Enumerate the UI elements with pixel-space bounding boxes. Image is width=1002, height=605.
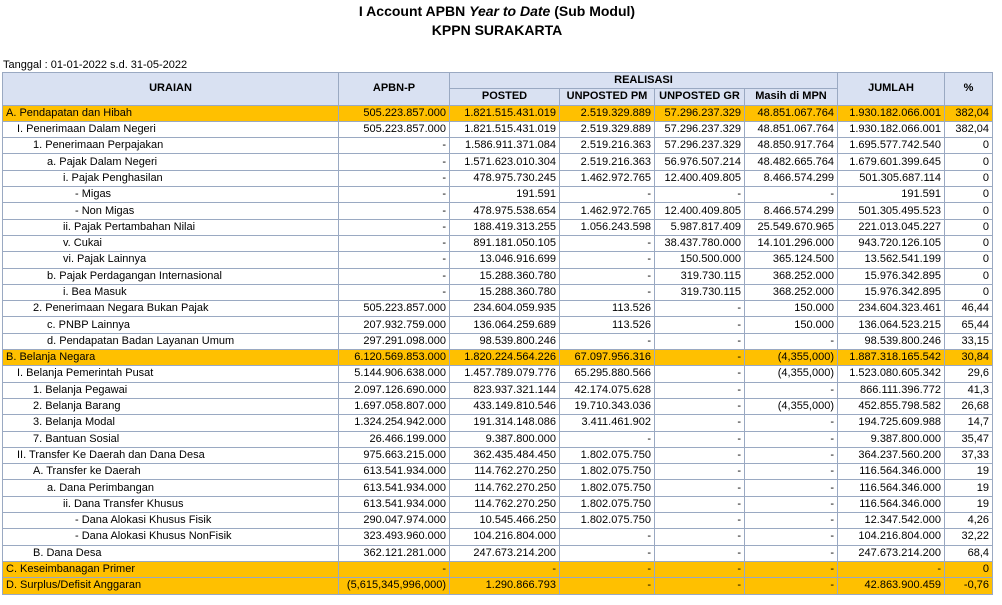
table-row bbox=[3, 317, 993, 333]
cell-uraian: ii. Dana Transfer Khusus bbox=[3, 496, 339, 512]
cell-persen: 32,22 bbox=[945, 529, 993, 545]
cell-uraian: vi. Pajak Lainnya bbox=[3, 252, 339, 268]
cell-masih-mpn: 150.000 bbox=[745, 301, 838, 317]
cell-persen: 0 bbox=[945, 268, 993, 284]
cell-apbnp: 613.541.934.000 bbox=[339, 480, 450, 496]
cell-masih-mpn: 365.124.500 bbox=[745, 252, 838, 268]
cell-unposted-gr: - bbox=[655, 545, 745, 561]
table-row bbox=[3, 447, 993, 463]
cell-apbnp: - bbox=[339, 252, 450, 268]
table-row bbox=[3, 382, 993, 398]
cell-masih-mpn: - bbox=[745, 513, 838, 529]
cell-persen: 0 bbox=[945, 219, 993, 235]
cell-unposted-gr: - bbox=[655, 529, 745, 545]
cell-posted: 136.064.259.689 bbox=[450, 317, 560, 333]
cell-jumlah: 866.111.396.772 bbox=[838, 382, 945, 398]
table-row bbox=[3, 138, 993, 154]
report-subtitle: KPPN SURAKARTA bbox=[431, 22, 563, 38]
cell-unposted-pm: 67.097.956.316 bbox=[560, 350, 655, 366]
cell-unposted-pm: 1.056.243.598 bbox=[560, 219, 655, 235]
cell-persen: 41,3 bbox=[945, 382, 993, 398]
cell-uraian: 1. Belanja Pegawai bbox=[3, 382, 339, 398]
cell-unposted-pm: 1.802.075.750 bbox=[560, 480, 655, 496]
cell-jumlah: 247.673.214.200 bbox=[838, 545, 945, 561]
cell-masih-mpn: - bbox=[745, 561, 838, 577]
cell-jumlah: 116.564.346.000 bbox=[838, 464, 945, 480]
title-prefix: I Account APBN bbox=[358, 3, 470, 19]
date-range-label: Tanggal : 01-01-2022 s.d. 31-05-2022 bbox=[3, 59, 188, 71]
table-row bbox=[3, 350, 993, 366]
cell-masih-mpn: 8.466.574.299 bbox=[745, 203, 838, 219]
cell-unposted-pm: - bbox=[560, 561, 655, 577]
table-row bbox=[3, 154, 993, 170]
cell-masih-mpn: - bbox=[745, 578, 838, 594]
table-body bbox=[3, 105, 993, 594]
cell-jumlah: 1.695.577.742.540 bbox=[838, 138, 945, 154]
cell-masih-mpn: - bbox=[745, 382, 838, 398]
cell-unposted-gr: 150.500.000 bbox=[655, 252, 745, 268]
cell-unposted-pm: 1.802.075.750 bbox=[560, 447, 655, 463]
cell-unposted-pm: - bbox=[560, 545, 655, 561]
cell-unposted-pm: 2.519.216.363 bbox=[560, 154, 655, 170]
table-row bbox=[3, 187, 993, 203]
cell-persen: -0,76 bbox=[945, 578, 993, 594]
cell-jumlah: 943.720.126.105 bbox=[838, 235, 945, 251]
cell-unposted-gr: - bbox=[655, 382, 745, 398]
cell-uraian: v. Cukai bbox=[3, 235, 339, 251]
col-header-realisasi: REALISASI bbox=[450, 73, 838, 89]
cell-apbnp: 26.466.199.000 bbox=[339, 431, 450, 447]
cell-masih-mpn: 150.000 bbox=[745, 317, 838, 333]
col-header-masih-mpn: Masih di MPN bbox=[745, 89, 838, 105]
cell-apbnp: - bbox=[339, 154, 450, 170]
cell-apbnp: 323.493.960.000 bbox=[339, 529, 450, 545]
cell-persen: 0 bbox=[945, 252, 993, 268]
cell-unposted-gr: - bbox=[655, 366, 745, 382]
cell-jumlah: 9.387.800.000 bbox=[838, 431, 945, 447]
cell-unposted-gr: - bbox=[655, 431, 745, 447]
cell-apbnp: - bbox=[339, 187, 450, 203]
cell-posted: 191.314.148.086 bbox=[450, 415, 560, 431]
cell-unposted-gr: - bbox=[655, 447, 745, 463]
report-title bbox=[0, 2, 994, 20]
cell-jumlah: 136.064.523.215 bbox=[838, 317, 945, 333]
cell-apbnp: - bbox=[339, 219, 450, 235]
cell-jumlah: 234.604.323.461 bbox=[838, 301, 945, 317]
col-header-uraian: URAIAN bbox=[3, 73, 339, 106]
cell-apbnp: 362.121.281.000 bbox=[339, 545, 450, 561]
cell-uraian: ii. Pajak Pertambahan Nilai bbox=[3, 219, 339, 235]
cell-persen: 382,04 bbox=[945, 105, 993, 121]
cell-masih-mpn: 368.252.000 bbox=[745, 284, 838, 300]
cell-uraian: i. Pajak Penghasilan bbox=[3, 170, 339, 186]
cell-persen: 0 bbox=[945, 154, 993, 170]
cell-persen: 382,04 bbox=[945, 121, 993, 137]
cell-jumlah: 98.539.800.246 bbox=[838, 333, 945, 349]
cell-unposted-gr: 57.296.237.329 bbox=[655, 121, 745, 137]
table-row bbox=[3, 578, 993, 594]
cell-uraian: a. Pajak Dalam Negeri bbox=[3, 154, 339, 170]
cell-unposted-pm: 3.411.461.902 bbox=[560, 415, 655, 431]
cell-posted: 433.149.810.546 bbox=[450, 398, 560, 414]
cell-unposted-gr: 319.730.115 bbox=[655, 268, 745, 284]
table-row bbox=[3, 235, 993, 251]
cell-jumlah: 194.725.609.988 bbox=[838, 415, 945, 431]
cell-uraian: 1. Penerimaan Perpajakan bbox=[3, 138, 339, 154]
cell-unposted-pm: - bbox=[560, 431, 655, 447]
cell-persen: 0 bbox=[945, 170, 993, 186]
cell-posted: 1.571.623.010.304 bbox=[450, 154, 560, 170]
cell-unposted-gr: 57.296.237.329 bbox=[655, 138, 745, 154]
cell-persen: 0 bbox=[945, 138, 993, 154]
cell-persen: 29,6 bbox=[945, 366, 993, 382]
col-header-persen: % bbox=[945, 73, 993, 106]
cell-unposted-pm: 42.174.075.628 bbox=[560, 382, 655, 398]
cell-unposted-gr: - bbox=[655, 187, 745, 203]
cell-uraian: a. Dana Perimbangan bbox=[3, 480, 339, 496]
cell-posted: 13.046.916.699 bbox=[450, 252, 560, 268]
table-row bbox=[3, 219, 993, 235]
cell-persen: 46,44 bbox=[945, 301, 993, 317]
table-row bbox=[3, 333, 993, 349]
cell-jumlah: 364.237.560.200 bbox=[838, 447, 945, 463]
cell-posted: 1.821.515.431.019 bbox=[450, 105, 560, 121]
cell-jumlah: 452.855.798.582 bbox=[838, 398, 945, 414]
cell-unposted-gr: 5.987.817.409 bbox=[655, 219, 745, 235]
cell-posted: 362.435.484.450 bbox=[450, 447, 560, 463]
cell-uraian: I. Penerimaan Dalam Negeri bbox=[3, 121, 339, 137]
cell-apbnp: 297.291.098.000 bbox=[339, 333, 450, 349]
cell-posted: 1.290.866.793 bbox=[450, 578, 560, 594]
cell-persen: 37,33 bbox=[945, 447, 993, 463]
cell-uraian: II. Transfer Ke Daerah dan Dana Desa bbox=[3, 447, 339, 463]
cell-posted: 188.419.313.255 bbox=[450, 219, 560, 235]
cell-jumlah: 116.564.346.000 bbox=[838, 480, 945, 496]
title-suffix: (Sub Modul) bbox=[550, 3, 636, 19]
cell-masih-mpn: - bbox=[745, 464, 838, 480]
cell-posted: 1.586.911.371.084 bbox=[450, 138, 560, 154]
cell-persen: 19 bbox=[945, 464, 993, 480]
cell-jumlah: 12.347.542.000 bbox=[838, 513, 945, 529]
cell-unposted-pm: - bbox=[560, 252, 655, 268]
cell-masih-mpn: - bbox=[745, 480, 838, 496]
cell-unposted-pm: 1.462.972.765 bbox=[560, 170, 655, 186]
table-row bbox=[3, 301, 993, 317]
cell-apbnp: 207.932.759.000 bbox=[339, 317, 450, 333]
cell-unposted-gr: 12.400.409.805 bbox=[655, 170, 745, 186]
cell-posted: 9.387.800.000 bbox=[450, 431, 560, 447]
table-row bbox=[3, 480, 993, 496]
cell-posted: 1.821.515.431.019 bbox=[450, 121, 560, 137]
cell-masih-mpn: - bbox=[745, 529, 838, 545]
table-row bbox=[3, 529, 993, 545]
cell-apbnp: 1.324.254.942.000 bbox=[339, 415, 450, 431]
col-header-jumlah: JUMLAH bbox=[838, 73, 945, 106]
cell-unposted-pm: - bbox=[560, 268, 655, 284]
cell-uraian: - Dana Alokasi Khusus Fisik bbox=[3, 513, 339, 529]
cell-uraian: d. Pendapatan Badan Layanan Umum bbox=[3, 333, 339, 349]
cell-unposted-pm: - bbox=[560, 187, 655, 203]
cell-masih-mpn: 14.101.296.000 bbox=[745, 235, 838, 251]
title-italic: Year to Date bbox=[469, 3, 551, 19]
cell-uraian: A. Transfer ke Daerah bbox=[3, 464, 339, 480]
cell-persen: 26,68 bbox=[945, 398, 993, 414]
cell-unposted-gr: 56.976.507.214 bbox=[655, 154, 745, 170]
cell-unposted-gr: 57.296.237.329 bbox=[655, 105, 745, 121]
cell-posted: 15.288.360.780 bbox=[450, 284, 560, 300]
cell-jumlah: 42.863.900.459 bbox=[838, 578, 945, 594]
cell-unposted-gr: - bbox=[655, 317, 745, 333]
table-row bbox=[3, 252, 993, 268]
table-row bbox=[3, 268, 993, 284]
cell-uraian: i. Bea Masuk bbox=[3, 284, 339, 300]
cell-apbnp: - bbox=[339, 170, 450, 186]
cell-posted: 15.288.360.780 bbox=[450, 268, 560, 284]
cell-unposted-gr: 38.437.780.000 bbox=[655, 235, 745, 251]
cell-masih-mpn: - bbox=[745, 415, 838, 431]
cell-apbnp: 613.541.934.000 bbox=[339, 496, 450, 512]
cell-persen: 4,26 bbox=[945, 513, 993, 529]
cell-unposted-gr: - bbox=[655, 464, 745, 480]
cell-uraian: - Migas bbox=[3, 187, 339, 203]
cell-unposted-gr: - bbox=[655, 496, 745, 512]
cell-unposted-pm: 1.802.075.750 bbox=[560, 464, 655, 480]
cell-unposted-gr: - bbox=[655, 578, 745, 594]
cell-apbnp: 505.223.857.000 bbox=[339, 121, 450, 137]
cell-persen: 14,7 bbox=[945, 415, 993, 431]
cell-masih-mpn: - bbox=[745, 447, 838, 463]
cell-unposted-pm: - bbox=[560, 529, 655, 545]
cell-masih-mpn: 48.851.067.764 bbox=[745, 105, 838, 121]
cell-uraian: 2. Penerimaan Negara Bukan Pajak bbox=[3, 301, 339, 317]
cell-masih-mpn: (4,355,000) bbox=[745, 398, 838, 414]
cell-posted: 98.539.800.246 bbox=[450, 333, 560, 349]
cell-uraian: I. Belanja Pemerintah Pusat bbox=[3, 366, 339, 382]
cell-jumlah: 15.976.342.895 bbox=[838, 284, 945, 300]
cell-unposted-gr: 12.400.409.805 bbox=[655, 203, 745, 219]
cell-unposted-gr: - bbox=[655, 513, 745, 529]
table-row bbox=[3, 431, 993, 447]
cell-posted: 478.975.538.654 bbox=[450, 203, 560, 219]
cell-jumlah: 15.976.342.895 bbox=[838, 268, 945, 284]
cell-masih-mpn: 368.252.000 bbox=[745, 268, 838, 284]
table-row bbox=[3, 415, 993, 431]
cell-masih-mpn: - bbox=[745, 187, 838, 203]
cell-uraian: 2. Belanja Barang bbox=[3, 398, 339, 414]
cell-persen: 0 bbox=[945, 284, 993, 300]
cell-unposted-gr: 319.730.115 bbox=[655, 284, 745, 300]
col-header-posted: POSTED bbox=[450, 89, 560, 105]
cell-masih-mpn: - bbox=[745, 496, 838, 512]
cell-posted: 104.216.804.000 bbox=[450, 529, 560, 545]
cell-apbnp: 613.541.934.000 bbox=[339, 464, 450, 480]
apbn-table bbox=[2, 72, 993, 595]
cell-masih-mpn: (4,355,000) bbox=[745, 350, 838, 366]
cell-unposted-pm: 19.710.343.036 bbox=[560, 398, 655, 414]
table-row bbox=[3, 561, 993, 577]
cell-uraian: b. Pajak Perdagangan Internasional bbox=[3, 268, 339, 284]
cell-posted: 891.181.050.105 bbox=[450, 235, 560, 251]
cell-masih-mpn: 48.851.067.764 bbox=[745, 121, 838, 137]
cell-posted: 478.975.730.245 bbox=[450, 170, 560, 186]
cell-uraian: D. Surplus/Defisit Anggaran bbox=[3, 578, 339, 594]
cell-uraian: B. Dana Desa bbox=[3, 545, 339, 561]
cell-apbnp: 290.047.974.000 bbox=[339, 513, 450, 529]
cell-unposted-pm: 113.526 bbox=[560, 301, 655, 317]
cell-jumlah: 13.562.541.199 bbox=[838, 252, 945, 268]
table-row bbox=[3, 464, 993, 480]
cell-jumlah: 1.679.601.399.645 bbox=[838, 154, 945, 170]
col-header-unposted-pm: UNPOSTED PM bbox=[560, 89, 655, 105]
cell-uraian: A. Pendapatan dan Hibah bbox=[3, 105, 339, 121]
cell-posted: 10.545.466.250 bbox=[450, 513, 560, 529]
table-row bbox=[3, 121, 993, 137]
cell-jumlah: 221.013.045.227 bbox=[838, 219, 945, 235]
cell-unposted-pm: - bbox=[560, 333, 655, 349]
cell-apbnp: - bbox=[339, 268, 450, 284]
table-row bbox=[3, 496, 993, 512]
cell-posted: 823.937.321.144 bbox=[450, 382, 560, 398]
cell-unposted-gr: - bbox=[655, 561, 745, 577]
table-row bbox=[3, 513, 993, 529]
cell-masih-mpn: 8.466.574.299 bbox=[745, 170, 838, 186]
cell-apbnp: 975.663.215.000 bbox=[339, 447, 450, 463]
cell-apbnp: 6.120.569.853.000 bbox=[339, 350, 450, 366]
cell-jumlah: 191.591 bbox=[838, 187, 945, 203]
cell-persen: 33,15 bbox=[945, 333, 993, 349]
table-row bbox=[3, 366, 993, 382]
cell-apbnp: - bbox=[339, 561, 450, 577]
cell-unposted-pm: 2.519.216.363 bbox=[560, 138, 655, 154]
cell-apbnp: 5.144.906.638.000 bbox=[339, 366, 450, 382]
cell-jumlah: 501.305.495.523 bbox=[838, 203, 945, 219]
cell-unposted-pm: 65.295.880.566 bbox=[560, 366, 655, 382]
cell-persen: 0 bbox=[945, 561, 993, 577]
cell-uraian: 3. Belanja Modal bbox=[3, 415, 339, 431]
cell-uraian: c. PNBP Lainnya bbox=[3, 317, 339, 333]
cell-uraian: - Dana Alokasi Khusus NonFisik bbox=[3, 529, 339, 545]
col-header-apbnp: APBN-P bbox=[339, 73, 450, 106]
cell-persen: 65,44 bbox=[945, 317, 993, 333]
cell-masih-mpn: 48.482.665.764 bbox=[745, 154, 838, 170]
cell-apbnp: - bbox=[339, 203, 450, 219]
table-row bbox=[3, 105, 993, 121]
cell-masih-mpn: 25.549.670.965 bbox=[745, 219, 838, 235]
cell-unposted-pm: - bbox=[560, 578, 655, 594]
cell-posted: 114.762.270.250 bbox=[450, 464, 560, 480]
cell-posted: 191.591 bbox=[450, 187, 560, 203]
cell-posted: 1.457.789.079.776 bbox=[450, 366, 560, 382]
cell-unposted-gr: - bbox=[655, 333, 745, 349]
cell-persen: 19 bbox=[945, 496, 993, 512]
cell-uraian: - Non Migas bbox=[3, 203, 339, 219]
cell-masih-mpn: (4,355,000) bbox=[745, 366, 838, 382]
table-row bbox=[3, 398, 993, 414]
cell-persen: 19 bbox=[945, 480, 993, 496]
cell-masih-mpn: - bbox=[745, 545, 838, 561]
cell-apbnp: - bbox=[339, 235, 450, 251]
cell-jumlah: 104.216.804.000 bbox=[838, 529, 945, 545]
cell-masih-mpn: 48.850.917.764 bbox=[745, 138, 838, 154]
cell-apbnp: 505.223.857.000 bbox=[339, 301, 450, 317]
cell-unposted-pm: 1.802.075.750 bbox=[560, 496, 655, 512]
cell-masih-mpn: - bbox=[745, 431, 838, 447]
cell-jumlah: 1.930.182.066.001 bbox=[838, 121, 945, 137]
cell-jumlah: 116.564.346.000 bbox=[838, 496, 945, 512]
cell-jumlah: 501.305.687.114 bbox=[838, 170, 945, 186]
cell-unposted-gr: - bbox=[655, 480, 745, 496]
cell-persen: 0 bbox=[945, 187, 993, 203]
cell-apbnp: 505.223.857.000 bbox=[339, 105, 450, 121]
table-row bbox=[3, 170, 993, 186]
cell-uraian: C. Keseimbanagan Primer bbox=[3, 561, 339, 577]
cell-apbnp: - bbox=[339, 138, 450, 154]
cell-unposted-gr: - bbox=[655, 301, 745, 317]
cell-unposted-pm: 2.519.329.889 bbox=[560, 121, 655, 137]
cell-persen: 0 bbox=[945, 235, 993, 251]
cell-posted: 247.673.214.200 bbox=[450, 545, 560, 561]
table-row bbox=[3, 284, 993, 300]
cell-posted: 114.762.270.250 bbox=[450, 496, 560, 512]
cell-jumlah: 1.523.080.605.342 bbox=[838, 366, 945, 382]
cell-uraian: B. Belanja Negara bbox=[3, 350, 339, 366]
cell-apbnp: 1.697.058.807.000 bbox=[339, 398, 450, 414]
cell-apbnp: - bbox=[339, 284, 450, 300]
col-header-unposted-gr: UNPOSTED GR bbox=[655, 89, 745, 105]
cell-masih-mpn: - bbox=[745, 333, 838, 349]
cell-apbnp: 2.097.126.690.000 bbox=[339, 382, 450, 398]
cell-jumlah: 1.930.182.066.001 bbox=[838, 105, 945, 121]
cell-jumlah: - bbox=[838, 561, 945, 577]
table-row bbox=[3, 545, 993, 561]
cell-posted: 234.604.059.935 bbox=[450, 301, 560, 317]
cell-unposted-pm: 1.462.972.765 bbox=[560, 203, 655, 219]
table-row bbox=[3, 203, 993, 219]
cell-jumlah: 1.887.318.165.542 bbox=[838, 350, 945, 366]
cell-unposted-gr: - bbox=[655, 398, 745, 414]
cell-apbnp: (5,615,345,996,000) bbox=[339, 578, 450, 594]
cell-posted: 1.820.224.564.226 bbox=[450, 350, 560, 366]
cell-persen: 0 bbox=[945, 203, 993, 219]
cell-unposted-gr: - bbox=[655, 415, 745, 431]
cell-posted: 114.762.270.250 bbox=[450, 480, 560, 496]
cell-unposted-pm: 113.526 bbox=[560, 317, 655, 333]
cell-posted: - bbox=[450, 561, 560, 577]
cell-persen: 35,47 bbox=[945, 431, 993, 447]
cell-unposted-pm: - bbox=[560, 284, 655, 300]
cell-uraian: 7. Bantuan Sosial bbox=[3, 431, 339, 447]
cell-unposted-pm: 2.519.329.889 bbox=[560, 105, 655, 121]
cell-persen: 68,4 bbox=[945, 545, 993, 561]
cell-unposted-pm: 1.802.075.750 bbox=[560, 513, 655, 529]
cell-unposted-gr: - bbox=[655, 350, 745, 366]
cell-unposted-pm: - bbox=[560, 235, 655, 251]
cell-persen: 30,84 bbox=[945, 350, 993, 366]
